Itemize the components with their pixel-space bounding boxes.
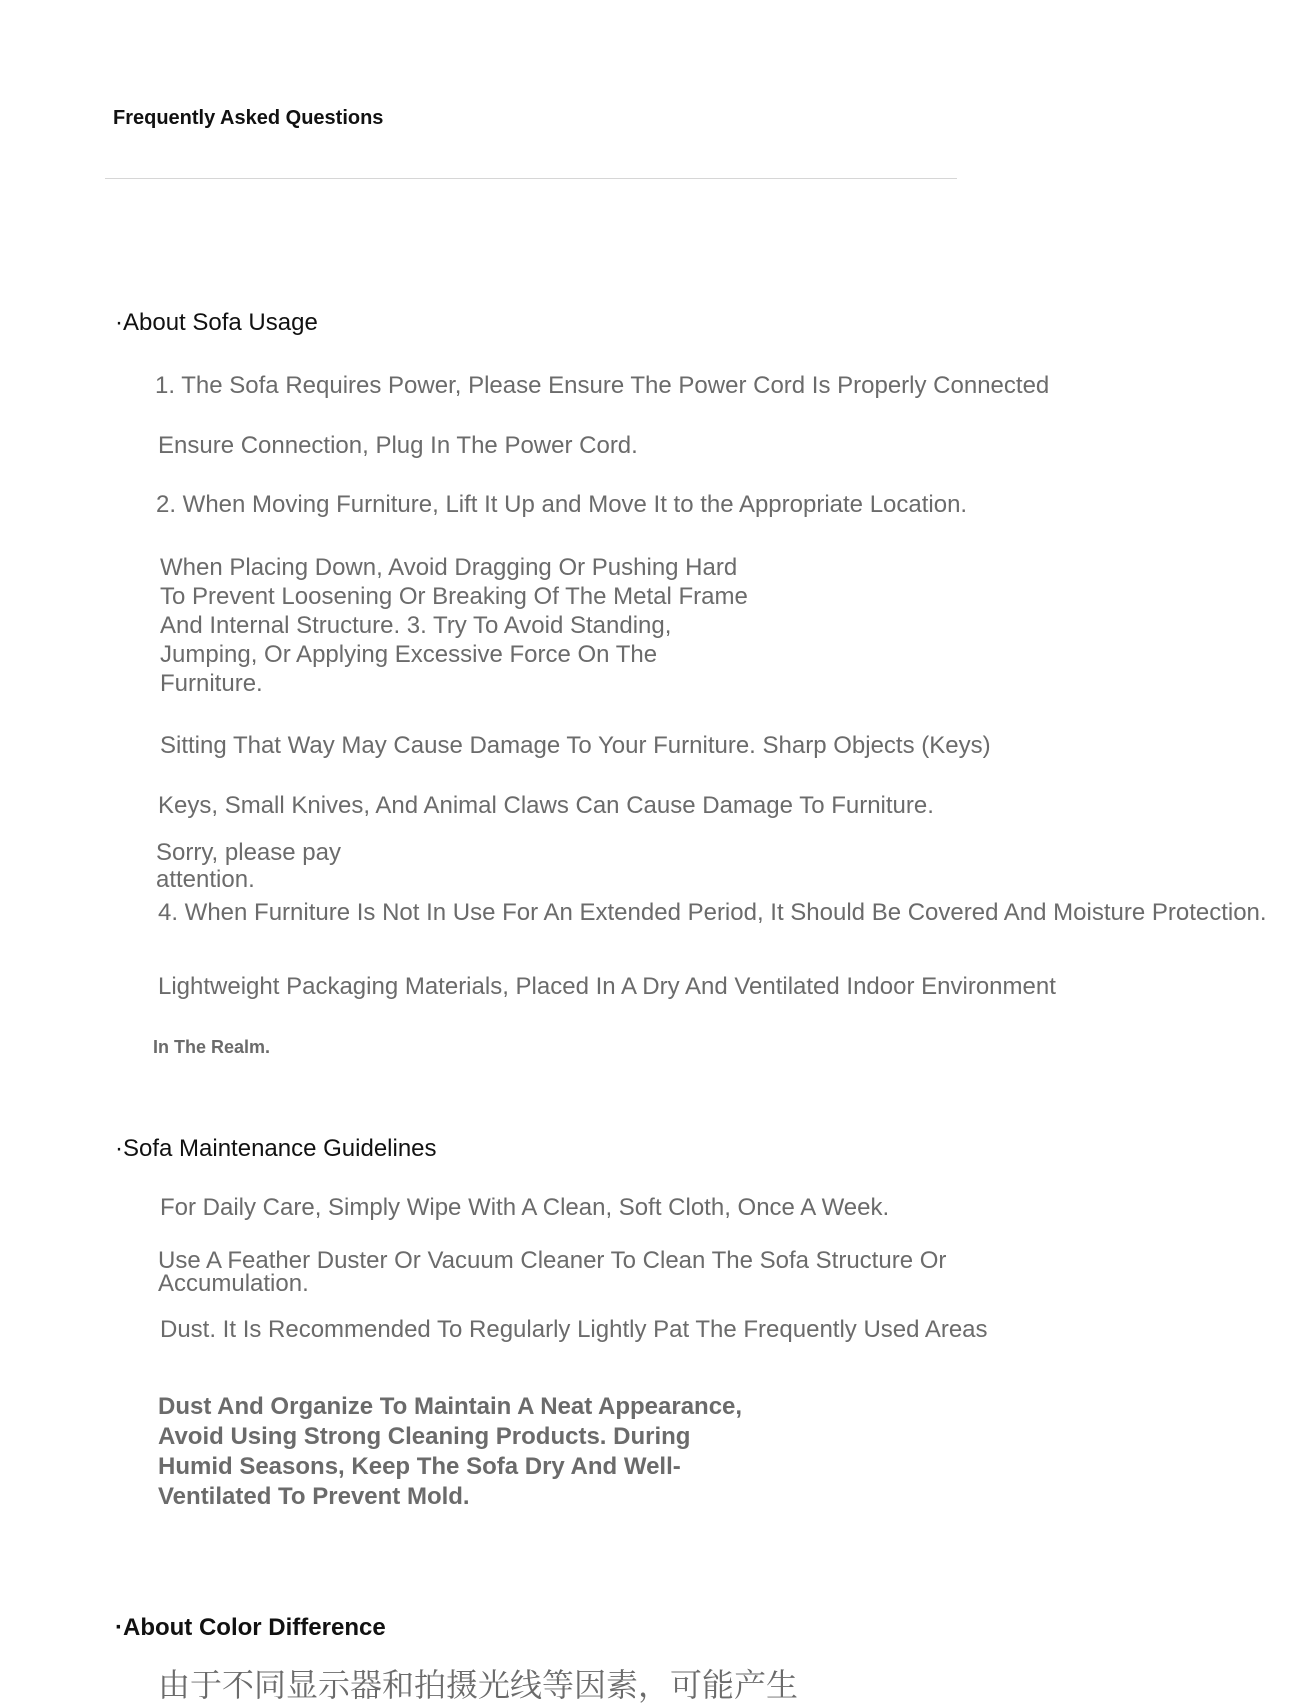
usage-paragraph-9: Lightweight Packaging Materials, Placed In A Dry And Ventilated Indoor Environment bbox=[158, 973, 1056, 1000]
usage-paragraph-1: 1. The Sofa Requires Power, Please Ensure The Power Cord Is Properly Connected bbox=[155, 372, 1050, 399]
usage-paragraph-7: Sorry, please pay attention. bbox=[156, 839, 341, 893]
header-divider bbox=[105, 178, 957, 179]
usage-paragraph-8: 4. When Furniture Is Not In Use For An Extended Period, It Should Be Covered And Moisture Protection. bbox=[158, 899, 1267, 926]
usage-paragraph-6: Keys, Small Knives, And Animal Claws Can Cause Damage To Furniture. bbox=[158, 792, 934, 819]
page-title: Frequently Asked Questions bbox=[113, 107, 384, 129]
section-heading-sofa-usage: ·About Sofa Usage bbox=[115, 309, 318, 336]
usage-paragraph-4: When Placing Down, Avoid Dragging Or Pushing Hard To Prevent Loosening Or Breaking Of The Metal Frame And Internal Structure. 3. Try To Avoid Standing, Jumping, Or Applying Excessive Force On The Furniture. bbox=[160, 554, 748, 697]
maintenance-paragraph-1: For Daily Care, Simply Wipe With A Clean, Soft Cloth, Once A Week. bbox=[160, 1194, 890, 1221]
section-heading-color-difference: ·About Color Difference bbox=[115, 1614, 386, 1641]
maintenance-paragraph-2: Use A Feather Duster Or Vacuum Cleaner To Clean The Sofa Structure Or Accumulation. bbox=[158, 1247, 947, 1297]
usage-paragraph-5: Sitting That Way May Cause Damage To Your Furniture. Sharp Objects (Keys) bbox=[160, 732, 991, 759]
section-heading-maintenance: ·Sofa Maintenance Guidelines bbox=[115, 1135, 437, 1162]
usage-paragraph-2: Ensure Connection, Plug In The Power Cord. bbox=[158, 432, 638, 459]
usage-paragraph-3: 2. When Moving Furniture, Lift It Up and Move It to the Appropriate Location. bbox=[156, 491, 968, 518]
maintenance-paragraph-4: Dust And Organize To Maintain A Neat Appearance, Avoid Using Strong Cleaning Products. During Humid Seasons, Keep The Sofa Dry And Well-Ventilated To Prevent Mold. bbox=[158, 1393, 743, 1510]
maintenance-paragraph-3: Dust. It Is Recommended To Regularly Lightly Pat The Frequently Used Areas bbox=[160, 1316, 988, 1343]
color-difference-paragraph-1: 由于不同显示器和拍摄光线等因素，可能产生 bbox=[158, 1666, 799, 1704]
usage-paragraph-10: In The Realm. bbox=[153, 1037, 271, 1057]
